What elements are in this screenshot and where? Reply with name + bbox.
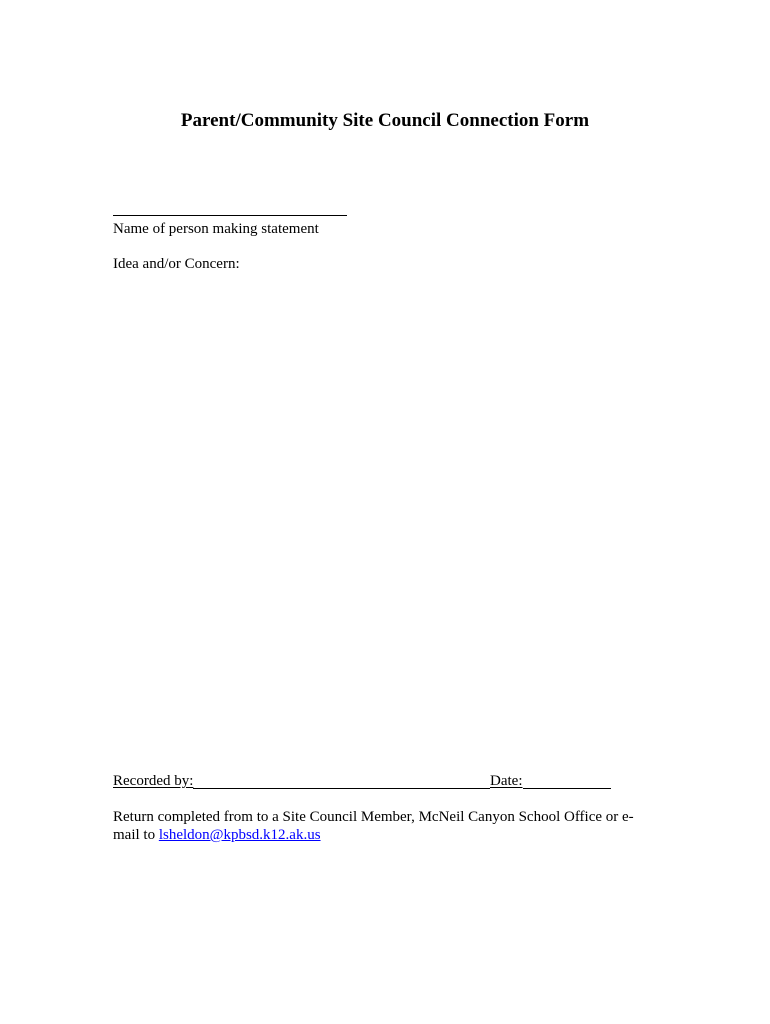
return-instructions [113, 808, 643, 844]
email-link[interactable]: lsheldon@kpbsd.k12.ak.us [158, 827, 321, 843]
return-text-line1: Return completed from to a Site Council Member, McNeil Canyon School Office or e- [113, 809, 634, 825]
return-text-line2-prefix: mail to [113, 827, 159, 843]
idea-concern-label: Idea and/or Concern: [113, 256, 240, 272]
name-field-label: Name of person making statement [113, 221, 319, 237]
recorded-by-label: Recorded by: [113, 773, 194, 789]
page-title: Parent/Community Site Council Connection Form [180, 110, 590, 131]
recorded-by-line[interactable] [193, 788, 490, 789]
name-signature-line[interactable] [113, 215, 347, 216]
date-label: Date: [490, 773, 523, 789]
recorded-by-row [113, 772, 613, 790]
date-line[interactable] [523, 788, 611, 789]
